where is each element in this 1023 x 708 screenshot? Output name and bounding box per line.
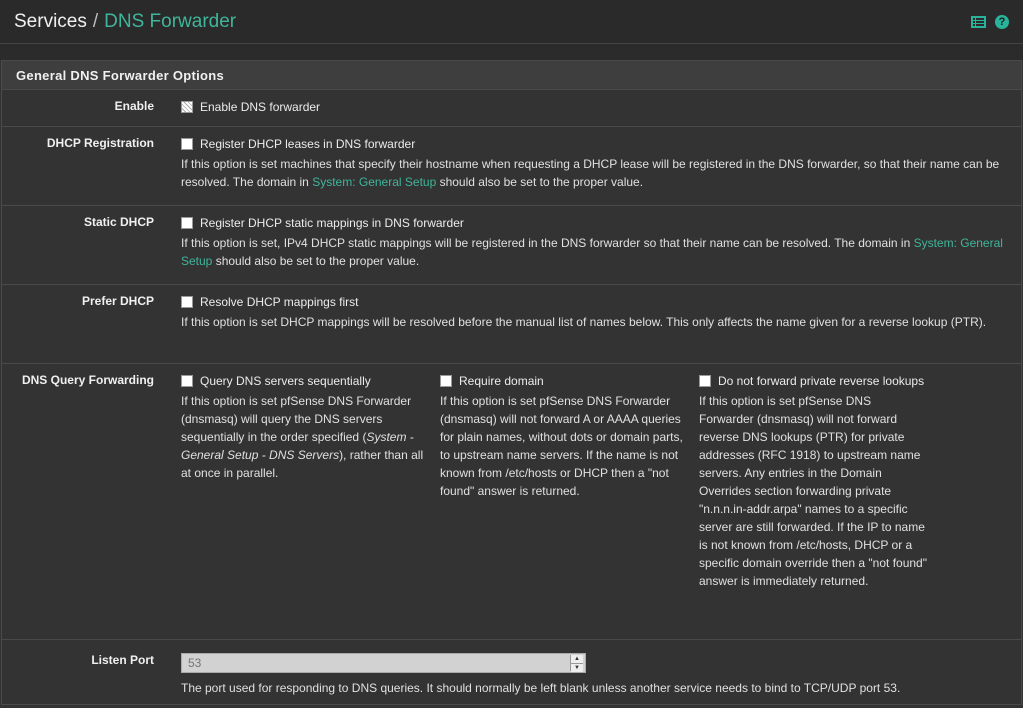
require-domain-checkbox-label[interactable]: Require domain [459, 374, 544, 388]
no-private-reverse-option [699, 372, 944, 590]
row-prefer-dhcp [2, 285, 1021, 364]
no-private-reverse-checkbox[interactable] [699, 375, 711, 387]
static-dhcp-help: If this option is set, IPv4 DHCP static mappings will be registered in the DNS forwarder so that their name can be resolved. The domain in System: General Setup should also be set to the proper value. [181, 236, 1003, 268]
sequential-checkbox-label[interactable]: Query DNS servers sequentially [200, 374, 371, 388]
row-enable [2, 90, 1021, 127]
static-dhcp-checkbox[interactable] [181, 217, 193, 229]
no-private-reverse-checkbox-label[interactable]: Do not forward private reverse lookups [718, 374, 925, 388]
dhcp-registration-checkbox-label[interactable]: Register DHCP leases in DNS forwarder [200, 137, 416, 151]
prefer-dhcp-checkbox[interactable] [181, 296, 193, 308]
enable-checkbox[interactable] [181, 101, 193, 113]
breadcrumb [14, 11, 236, 33]
listen-port-stepper[interactable]: ▲ ▼ [570, 655, 583, 671]
dhcp-registration-label: DHCP Registration [46, 136, 154, 150]
dhcp-registration-checkbox[interactable] [181, 138, 193, 150]
dns-query-forwarding-label: DNS Query Forwarding [21, 373, 154, 387]
row-dhcp-registration [2, 127, 1021, 206]
options-panel [1, 60, 1022, 705]
general-setup-link[interactable]: System: General Setup [312, 175, 437, 189]
enable-label: Enable [114, 99, 154, 113]
listen-port-input[interactable] [188, 656, 548, 670]
enable-checkbox-label[interactable]: Enable DNS forwarder [200, 100, 321, 114]
help-icon[interactable]: ? [995, 15, 1009, 29]
breadcrumb-current[interactable]: DNS Forwarder [104, 10, 237, 32]
prefer-dhcp-checkbox-label[interactable]: Resolve DHCP mappings first [200, 295, 359, 309]
listen-port-input-wrap [181, 653, 586, 673]
panel-title: General DNS Forwarder Options [2, 61, 1021, 90]
dhcp-registration-help: If this option is set machines that specify their hostname when requesting a DHCP lease will be registered in the DNS forwarder, so that their name can be resolved. The domain in System: General Setup should also be set to the proper value. [181, 157, 1000, 189]
no-private-reverse-help: If this option is set pfSense DNS Forwarder (dnsmasq) will not forward reverse DNS lookups (PTR) for private addresses (RFC 1918) to upstream name servers. Any entries in the Domain Overrides section forwarding private "n.n.n.in-addr.arpa" names to a specific server are still forwarded. If the IP to name is not known from /etc/hosts, DHCP or a specific domain override then a "not found" answer is immediately returned. [699, 394, 927, 588]
sequential-option [181, 372, 440, 590]
row-dns-query-forwarding [2, 364, 1021, 640]
list-icon[interactable] [971, 16, 986, 28]
require-domain-option [440, 372, 699, 590]
row-static-dhcp [2, 206, 1021, 285]
require-domain-help: If this option is set pfSense DNS Forwarder (dnsmasq) will not forward A or AAAA queries for plain names, without dots or domain parts, to upstream name servers. If the name is not known from /etc/hosts or DHCP then a "not found" answer is returned. [440, 394, 683, 498]
sequential-help: If this option is set pfSense DNS Forwarder (dnsmasq) will query the DNS servers sequentially in the order specified (System - General Setup - DNS Servers), rather than all at once in parallel. [181, 394, 424, 480]
prefer-dhcp-label: Prefer DHCP [81, 294, 154, 308]
listen-port-help: The port used for responding to DNS queries. It should normally be left blank unless another service needs to bind to TCP/UDP port 53. [181, 681, 901, 695]
spacer [0, 44, 1023, 60]
breadcrumb-parent[interactable]: Services [14, 10, 87, 32]
row-listen-port [2, 640, 1021, 704]
breadcrumb-separator: / [92, 10, 99, 32]
require-domain-checkbox[interactable] [440, 375, 452, 387]
general-setup-link[interactable]: System: General Setup [181, 236, 1003, 268]
sequential-checkbox[interactable] [181, 375, 193, 387]
static-dhcp-label: Static DHCP [83, 215, 154, 229]
listen-port-label: Listen Port [91, 653, 154, 667]
page-header [0, 0, 1023, 44]
static-dhcp-checkbox-label[interactable]: Register DHCP static mappings in DNS forwarder [200, 216, 464, 230]
prefer-dhcp-help: If this option is set DHCP mappings will be resolved before the manual list of names below. This only affects the name given for a reverse lookup (PTR). [181, 315, 987, 329]
